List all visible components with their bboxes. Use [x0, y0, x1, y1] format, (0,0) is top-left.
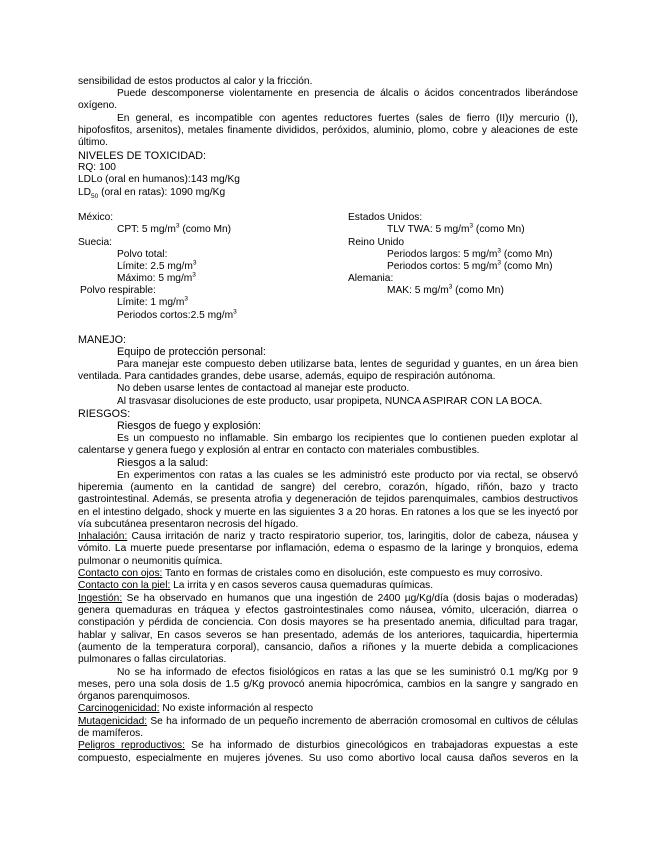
- fuego-line: calentarse y genera fuego y explosión al entrar en contacto con materiales combustibles.: [78, 445, 480, 456]
- polvo-respirable-label: Polvo respirable:: [80, 285, 156, 296]
- ojos-line: Contacto con ojos: Tanto en formas de cristales como en disolución, este compuesto es muy corrosivo.: [78, 568, 543, 579]
- manejo-line: No deben usarse lentes de contactoad al manejar este producto.: [117, 383, 410, 394]
- ingestion-line: (aumento de la temperatura corporal), cansancio, daños a riñones y la muerte debida a complicaciones: [78, 642, 578, 653]
- mutagenicidad-line: de mamíferos.: [78, 728, 144, 739]
- ldlo-value: LDLo (oral en humanos):143 mg/Kg: [78, 174, 240, 185]
- rq-value: RQ: 100: [78, 162, 116, 173]
- manejo-line: Para manejar este compuesto deben utilizarse bata, lentes de seguridad y guantes, en un área bien: [117, 359, 578, 370]
- alemania-label: Alemania:: [348, 273, 394, 284]
- inhalacion-line: vómito. La muerte puede presentarse por inflamación, edema o espasmo de la laringe y bronquios, edema: [78, 543, 578, 554]
- cronico-line: órganos parenquimosos.: [78, 691, 191, 702]
- respirable-cortos: Periodos cortos:2.5 $mg/m^3$: [117, 308, 237, 321]
- eu-label: Estados Unidos:: [348, 212, 423, 223]
- mexico-label: México:: [78, 212, 114, 223]
- reino-cortos: Periodos cortos: 5 $mg/m^3$ (como Mn): [387, 259, 553, 272]
- fuego-line: Es un compuesto no inflamable. Sin embargo los recipientes que lo contienen pueden explotar al: [117, 433, 578, 444]
- intro-line: En general, es incompatible con agentes reductores fuertes (sales de fierro (II)y mercurio (I),: [117, 113, 578, 124]
- salud-line: vía subcutánea presentaron necrosis del hígado.: [78, 519, 299, 530]
- cronico-line: meses, pero una sola dosis de 1.5 g/Kg provocó anemia hipocrómica, cambios en la sangre y sangrado en: [78, 679, 578, 690]
- mexico-cpt: CPT: 5 $mg/m^3$ (como Mn): [117, 222, 232, 235]
- intro-line: sensibilidad de estos productos al calor y la fricción.: [78, 76, 313, 87]
- ld50-value: $LD_{50}$ (oral en ratas): 1090 mg/Kg: [78, 187, 226, 201]
- salud-line: en el intestino delgado, shock y muerte en las siguientes 3 a 20 horas. En ratones a los que se les inyectó por: [78, 507, 578, 518]
- manejo-line: Al trasvasar disoluciones de este producto, usar propipeta, NUNCA ASPIRAR CON LA BOCA.: [117, 396, 543, 407]
- ingestion-line: pulmonares o fallas circulatorias.: [78, 654, 227, 665]
- reproductivos-line: Peligros reproductivos: Se ha informado de disturbios ginecológicos en trabajadoras expuestas a este: [78, 740, 578, 751]
- suecia-maximo: Máximo: 5 $mg/m^3$: [117, 271, 196, 284]
- manejo-line: ventilada. Para cantidades grandes, debe usarse, además, equipo de respiración autónoma.: [78, 371, 496, 382]
- ingestion-line: hablar y salivar, En casos severos se han presentado, además de los anteriores, taquicardia, hipertermia: [78, 630, 578, 641]
- intro-line: hipofosfitos, arsenitos), metales finamente divididos, peróxidos, aluminio, plomo, cobre y aleaciones de este: [78, 125, 578, 136]
- manejo-heading: MANEJO:: [78, 334, 126, 346]
- cronico-line: No se ha informado de efectos fisiológicos en ratas a las que se les suministró 0.1 mg/Kg por 9: [117, 667, 578, 678]
- salud-subheading: Riesgos a la salud:: [117, 457, 209, 469]
- ingestion-line: Ingestión: Se ha observado en humanos que una ingestión de 2400 µg/Kg/día (dosis bajas o moderadas): [78, 593, 578, 604]
- suecia-limite: Límite: 2.5 $mg/m^3$: [117, 259, 197, 272]
- piel-line: Contacto con la piel: La irrita y en casos severos causa quemaduras químicas.: [78, 580, 434, 591]
- salud-line: hiperemia (aumento en la cantidad de sangre) del cerebro, corazón, hígado, riñón, bazo y tracto: [78, 482, 578, 493]
- ingestion-line: constipación y pérdida de conciencia. Con dosis mayores se ha presentado anemia, dificultad para tragar,: [78, 617, 578, 628]
- carcinogenicidad-line: Carcinogenicidad: No existe información al respecto: [78, 703, 314, 714]
- reino-largos: Periodos largos: 5 $mg/m^3$ (como Mn): [387, 247, 553, 260]
- reino-unido-label: Reino Unido: [348, 237, 405, 248]
- salud-line: gastrointestinal. Además, se presenta atrofia y degeneración de tejidos parenquimales, cambios destructivos: [78, 494, 578, 505]
- ingestion-line: genera quemaduras en tráquea y efectos gastrointestinales como náusea, vómito, ulceración, diarrea o: [78, 605, 578, 616]
- toxicity-heading: NIVELES DE TOXICIDAD:: [78, 150, 207, 162]
- salud-line: En experimentos con ratas a las cuales se les administró este producto por via rectal, se observó: [117, 470, 578, 481]
- reproductivos-line: compuesto, especialmente en mujeres jóvenes. Su uso como abortivo local causa daños severos en la: [78, 753, 578, 764]
- riesgos-heading: RIESGOS:: [78, 408, 131, 420]
- mutagenicidad-line: Mutagenicidad: Se ha informado de un pequeño incremento de aberración cromosomal en cultivos de células: [78, 716, 578, 727]
- respirable-limite: Límite: 1 $mg/m^3$: [117, 295, 188, 308]
- intro-line: Puede descomponerse violentamente en presencia de álcalis o ácidos concentrados liberándose: [117, 88, 578, 99]
- polvo-total-label: Polvo total:: [117, 249, 168, 260]
- inhalacion-line: Inhalación: Causa irritación de nariz y tracto respiratorio superior, tos, laringitis, dolor de cabeza, náusea y: [78, 531, 578, 542]
- intro-line: oxígeno.: [78, 100, 118, 111]
- intro-line: último.: [78, 137, 109, 148]
- equipo-subheading: Equipo de protección personal:: [117, 346, 266, 358]
- fuego-subheading: Riesgos de fuego y explosión:: [117, 420, 262, 432]
- suecia-label: Suecia:: [78, 237, 112, 248]
- inhalacion-line: pulmonar o neumonitis química.: [78, 556, 223, 567]
- alemania-mak: MAK: 5 $mg/m^3$ (como Mn): [387, 283, 504, 296]
- eu-tlv: TLV TWA: 5 $mg/m^3$ (como Mn): [387, 222, 525, 235]
